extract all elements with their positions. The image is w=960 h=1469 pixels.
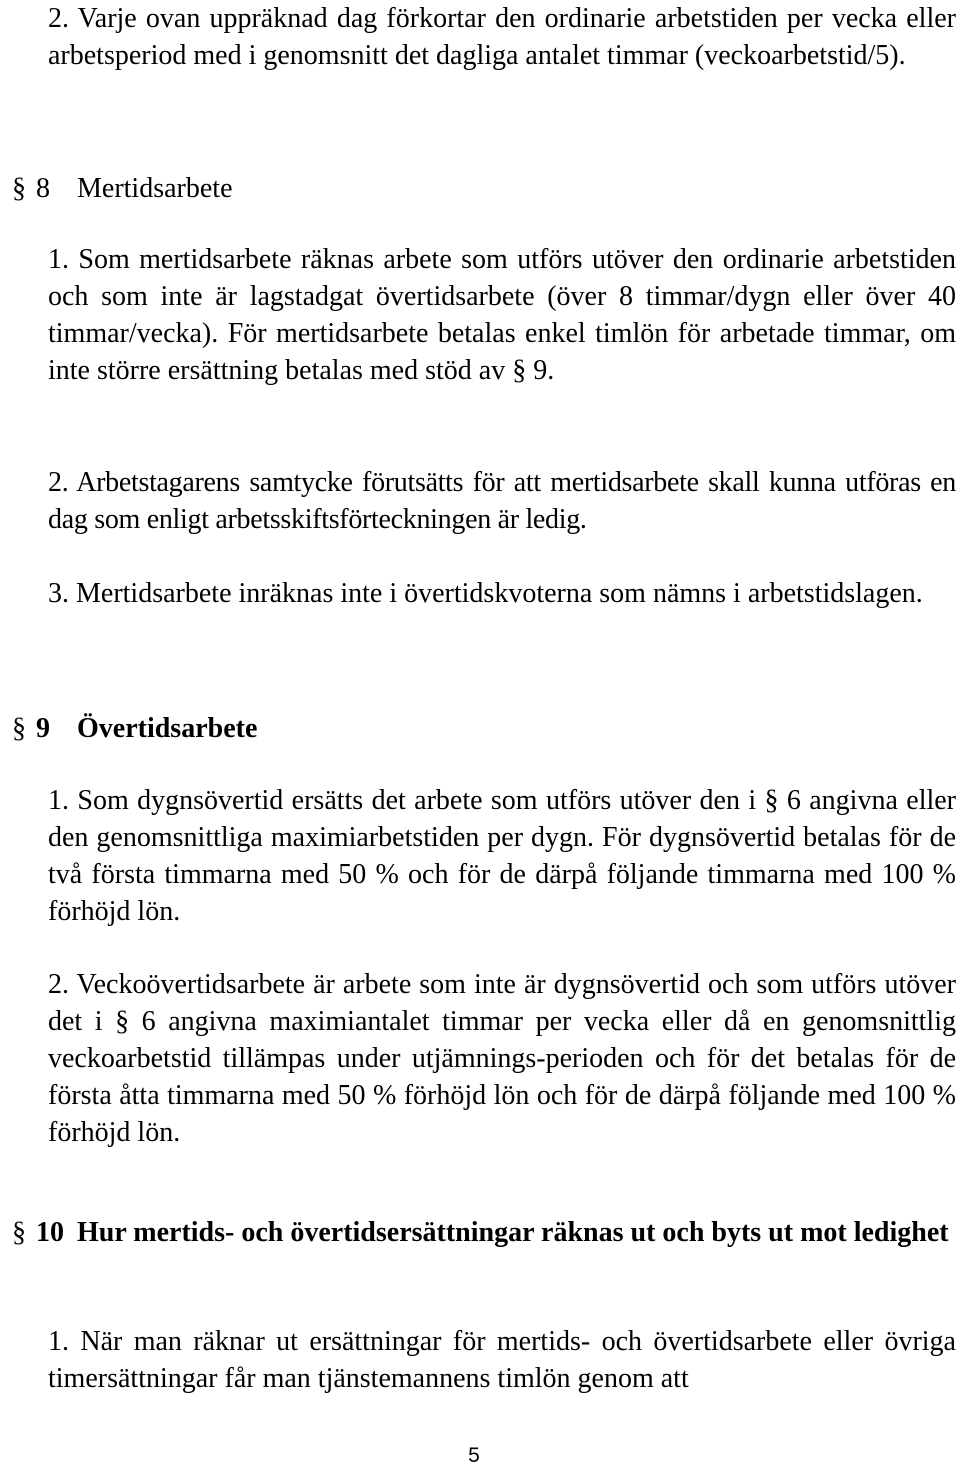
section-title: Hur mertids- och övertidsersättningar räknas ut och byts ut mot ledighet — [77, 1217, 949, 1248]
paragraph-9-1: 1. Som dygnsövertid ersätts det arbete som utförs utöver den i § 6 angivna eller den genomsnittliga maximiarbetstiden per dygn. För dygnsövertid betalas för de två första timmarna med 50 % och för de därpå följande timmarna med 100 % förhöjd lön. — [48, 785, 956, 927]
section-number: 8 — [36, 173, 50, 204]
paragraph-8-3: 3. Mertidsarbete inräknas inte i övertidskvoterna som nämns i arbetstidslagen. — [48, 578, 923, 609]
section-number: 9 — [36, 713, 50, 744]
page-number: 5 — [468, 1444, 480, 1467]
section-symbol: § — [12, 1217, 26, 1248]
section-number: 10 — [36, 1217, 64, 1248]
paragraph-9-2: 2. Veckoövertidsarbete är arbete som inte är dygnsövertid och som utförs utöver det i § 6 angivna maximiantalet timmar per vecka eller då en genomsnittlig veckoarbetstid tillämpas under utjämnings-perioden och för det betalas för de första åtta timmarna med 50 % förhöjd lön och för de därpå följande med 100 % förhöjd lön. — [48, 969, 956, 1148]
section-title: Övertidsarbete — [77, 713, 258, 744]
paragraph-8-1: 1. Som mertidsarbete räknas arbete som utförs utöver den ordinarie arbetstiden och som inte är lagstadgat övertidsarbete (över 8 timmar/dygn eller över 40 timmar/vecka). För mertidsarbete betalas enkel timlön för arbetade timmar, om inte större ersättning betalas med stöd av § 9. — [48, 244, 956, 386]
section-title: Mertidsarbete — [77, 173, 233, 204]
section-symbol: § — [12, 173, 26, 204]
section-symbol: § — [12, 713, 26, 744]
paragraph-8-2: 2. Arbetstagarens samtycke förutsätts för att mertidsarbete skall kunna utföras en dag som enligt arbetsskiftsförteckningen är ledig. — [48, 467, 956, 535]
paragraph-10-1: 1. När man räknar ut ersättningar för mertids- och övertidsarbete eller övriga timersättningar får man tjänstemannens timlön genom att — [48, 1326, 956, 1394]
paragraph-7-2: 2. Varje ovan uppräknad dag förkortar den ordinarie arbetstiden per vecka eller arbetsperiod med i genomsnitt det dagliga antalet timmar (veckoarbetstid/5). — [48, 3, 956, 71]
